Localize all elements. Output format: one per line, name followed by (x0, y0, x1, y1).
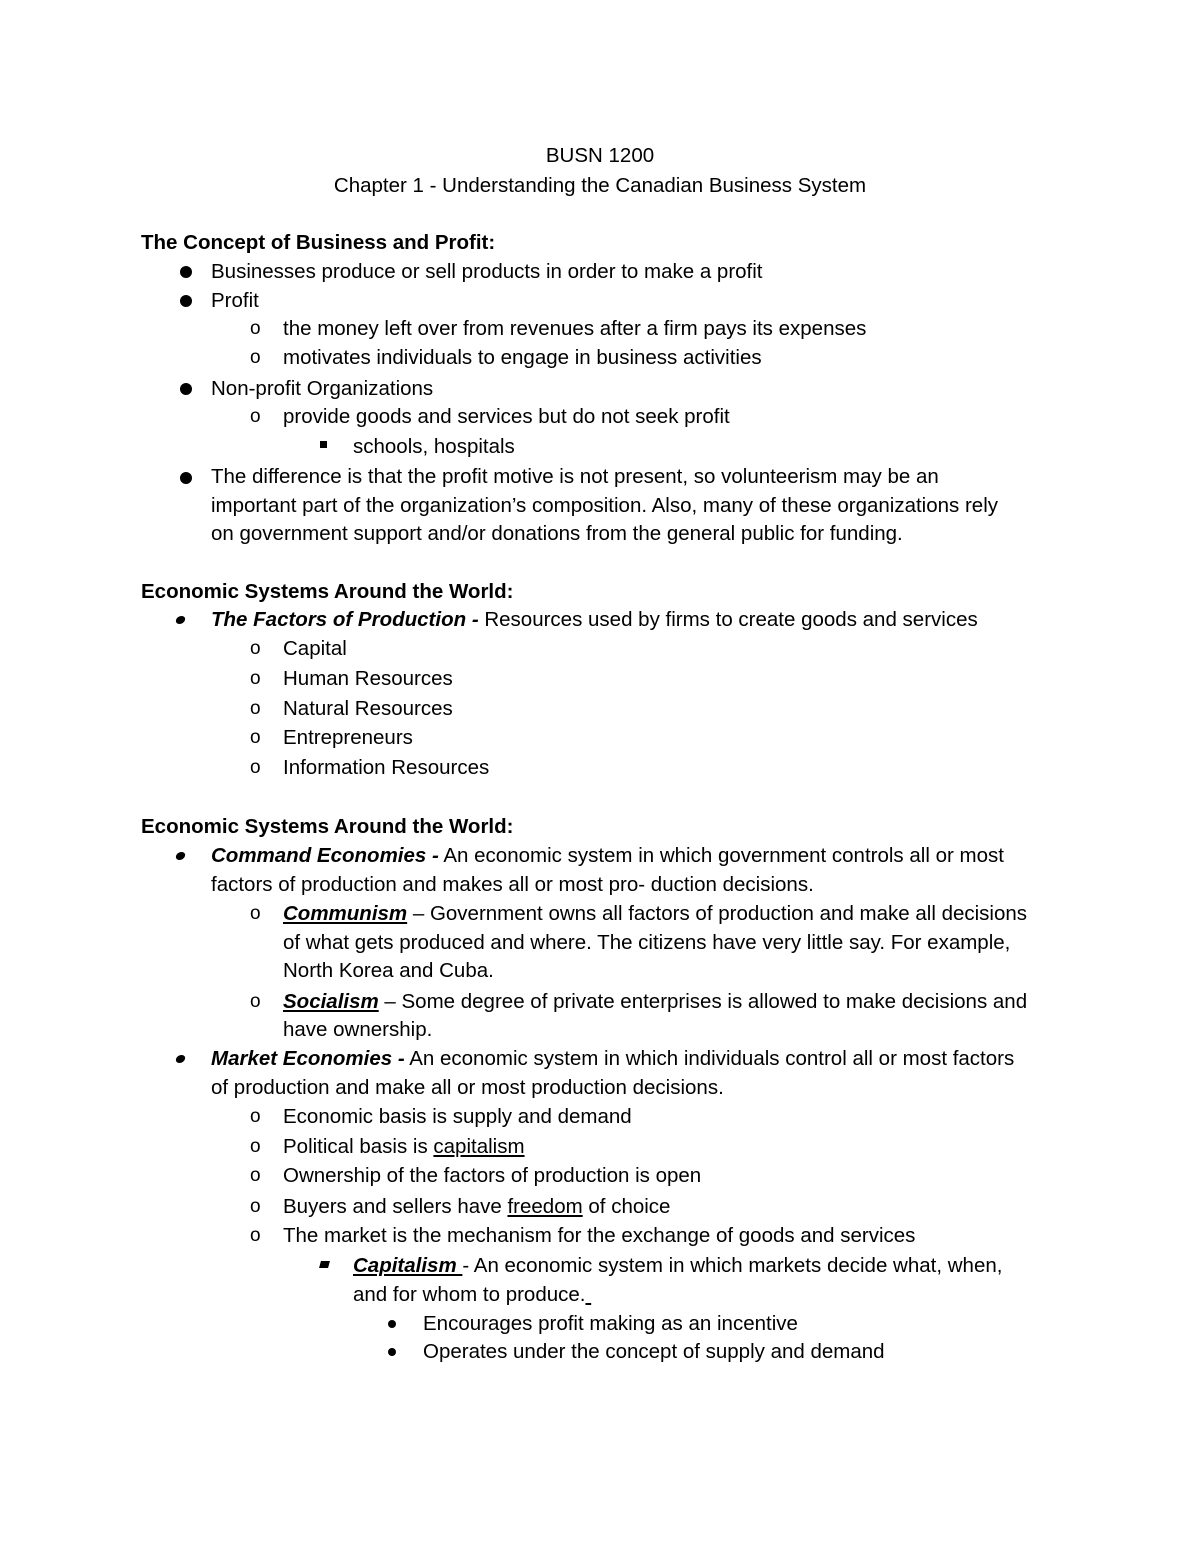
term-command-economies: Command Economies - (211, 844, 439, 867)
square-bullet-icon (320, 441, 327, 448)
list-item: Non-profit Organizations (211, 377, 434, 400)
list-item (211, 606, 978, 634)
bullet-icon (180, 266, 192, 278)
definition-text: – Government owns all factors of production and make all decisions (407, 902, 1028, 925)
definition-text: Resources used by firms to create goods and services (478, 608, 978, 631)
list-item (211, 1045, 1014, 1073)
bullet-icon (180, 383, 192, 395)
list-item: Profit (211, 289, 259, 312)
list-item: The difference is that the profit motive is not present, so volunteerism may be an (211, 465, 939, 488)
circle-bullet-icon: o (250, 347, 261, 368)
list-item: Encourages profit making as an incentive (423, 1312, 798, 1335)
list-item-text: Buyers and sellers have (283, 1195, 508, 1218)
circle-bullet-icon: o (250, 406, 261, 427)
link-capitalism: capitalism (433, 1135, 525, 1158)
list-item: Economic basis is supply and demand (283, 1105, 632, 1128)
list-item-continued: of what gets produced and where. The citizens have very little say. For example, (283, 931, 1011, 954)
list-item: Natural Resources (283, 697, 453, 720)
circle-bullet-icon: o (250, 318, 261, 339)
term-factors-of-production: The Factors of Production - (211, 608, 479, 631)
term-market-economies: Market Economies - (211, 1047, 405, 1070)
list-item-continued (353, 1281, 591, 1309)
circle-bullet-icon: o (250, 903, 261, 924)
circle-bullet-icon: o (250, 757, 261, 778)
list-item-text: Political basis is (283, 1135, 434, 1158)
bullet-icon (180, 472, 192, 484)
definition-text: An economic system in which individuals control all or most factors (404, 1047, 1015, 1070)
chapter-title: Chapter 1 - Understanding the Canadian Business System (333, 174, 867, 197)
circle-bullet-icon: o (250, 991, 261, 1012)
list-item: Ownership of the factors of production is open (283, 1164, 702, 1187)
list-item-text: and for whom to produce. (353, 1283, 586, 1306)
section-heading-business-profit: The Concept of Business and Profit: (141, 231, 496, 254)
link-freedom: freedom (507, 1195, 583, 1218)
list-item-continued: on government support and/or donations from the general public for funding. (211, 522, 903, 545)
circle-bullet-icon: o (250, 698, 261, 719)
list-item: Information Resources (283, 756, 490, 779)
list-item-text: of choice (582, 1195, 671, 1218)
list-item (283, 1133, 525, 1161)
list-item: motivates individuals to engage in business activities (283, 346, 762, 369)
list-item: schools, hospitals (353, 435, 515, 458)
list-item: Human Resources (283, 667, 453, 690)
circle-bullet-icon: o (250, 638, 261, 659)
list-item-continued: have ownership. (283, 1018, 433, 1041)
list-item (353, 1252, 1002, 1280)
bullet-icon (175, 1055, 186, 1063)
list-item: The market is the mechanism for the exchange of goods and services (283, 1224, 916, 1247)
definition-text: – Some degree of private enterprises is allowed to make decisions and (378, 990, 1028, 1013)
definition-text: An economic system in which government controls all or most (438, 844, 1004, 867)
list-item (283, 1193, 670, 1221)
list-item-continued: North Korea and Cuba. (283, 959, 494, 982)
term-socialism: Socialism (283, 990, 379, 1013)
list-item (283, 900, 1027, 928)
circle-bullet-icon: o (250, 1165, 261, 1186)
list-item: Entrepreneurs (283, 726, 413, 749)
square-bullet-icon (319, 1261, 330, 1268)
bullet-icon (175, 616, 186, 624)
list-item-continued: factors of production and makes all or most pro- duction decisions. (211, 873, 814, 896)
term-capitalism: Capitalism (353, 1254, 463, 1277)
list-item-continued: of production and make all or most production decisions. (211, 1076, 724, 1099)
definition-text: - An economic system in which markets decide what, when, (462, 1254, 1003, 1277)
list-item: the money left over from revenues after a firm pays its expenses (283, 317, 867, 340)
bullet-icon (388, 1320, 396, 1328)
list-item-continued: important part of the organization’s composition. Also, many of these organizations rely (211, 494, 999, 517)
circle-bullet-icon: o (250, 1106, 261, 1127)
list-item-text (585, 1283, 591, 1306)
circle-bullet-icon: o (250, 1136, 261, 1157)
circle-bullet-icon: o (250, 1196, 261, 1217)
bullet-icon (175, 852, 186, 860)
list-item (283, 988, 1027, 1016)
list-item: Businesses produce or sell products in order to make a profit (211, 260, 763, 283)
section-heading-economic-systems: Economic Systems Around the World: (141, 580, 514, 603)
term-communism: Communism (283, 902, 408, 925)
section-heading-economic-systems-2: Economic Systems Around the World: (141, 815, 514, 838)
course-code: BUSN 1200 (545, 144, 655, 167)
circle-bullet-icon: o (250, 668, 261, 689)
list-item: Operates under the concept of supply and demand (423, 1340, 885, 1363)
circle-bullet-icon: o (250, 727, 261, 748)
circle-bullet-icon: o (250, 1225, 261, 1246)
list-item: Capital (283, 637, 347, 660)
list-item (211, 842, 1004, 870)
list-item: provide goods and services but do not seek profit (283, 405, 730, 428)
bullet-icon (388, 1348, 396, 1356)
bullet-icon (180, 295, 192, 307)
